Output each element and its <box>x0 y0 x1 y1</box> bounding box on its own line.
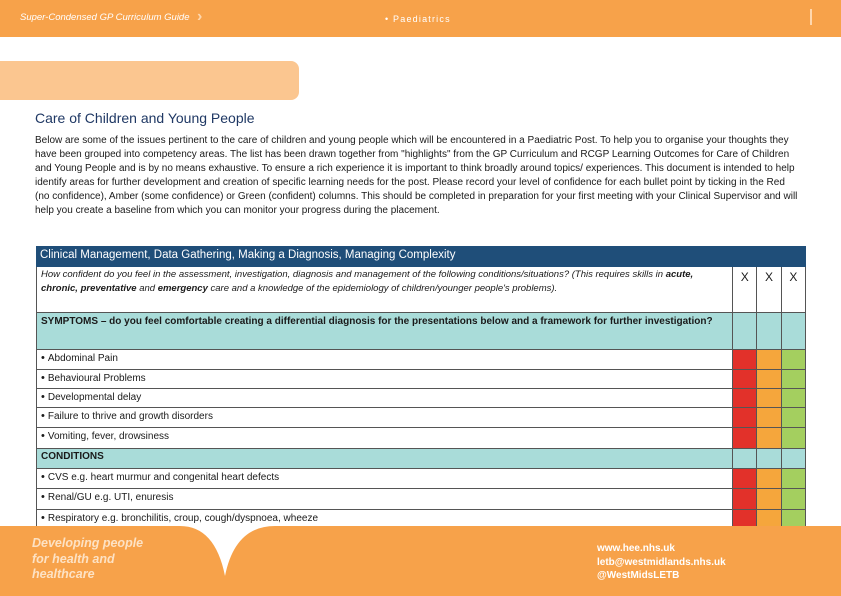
red-checkbox[interactable] <box>733 389 757 408</box>
red-checkbox[interactable] <box>733 489 757 510</box>
chevron-right-icon: › <box>197 8 203 25</box>
amber-checkbox[interactable] <box>757 350 781 370</box>
heading-cell <box>782 449 806 469</box>
heading-cell <box>757 313 781 350</box>
heading-cell <box>782 313 806 350</box>
table-row <box>36 350 806 370</box>
tab-strip <box>0 61 299 100</box>
intro-paragraph: Below are some of the issues pertinent to the care of children and young people which will be encountered in a Paediatric Post. To help you to organise your thoughts they have been grouped into competency areas. The list has been drawn together from "highlights" from the GP Curriculum and RCGP Learning Outcomes for Care of Children and Young People and is by no means exhaustive. To ensure a rich experience it is important to think broadly around topics/ experiences. This document is intended to help identify areas for further development and creation of specific learning needs for the post. Please record your level of confidence for each bullet point by ticking in the Red (no confidence), Amber (some confidence) or Green (confident) columns. This should be completed in preparation for your first meeting with your Clinical Supervisor and will help you create a baseline from which you can monitor your progress during the placement. <box>35 135 798 216</box>
amber-checkbox[interactable] <box>757 489 781 510</box>
table-intro-row <box>36 267 806 313</box>
confidence-table <box>36 267 806 531</box>
green-checkbox[interactable] <box>782 389 806 408</box>
section-label: • Paediatrics <box>385 14 451 24</box>
table-row <box>36 389 806 408</box>
symptom-item: • Vomiting, fever, drowsiness <box>37 428 733 449</box>
amber-checkbox[interactable] <box>757 469 781 489</box>
amber-checkbox[interactable] <box>757 428 781 449</box>
amber-checkbox[interactable] <box>757 389 781 408</box>
green-checkbox[interactable] <box>782 350 806 370</box>
header-divider <box>810 9 812 25</box>
red-checkbox[interactable] <box>733 408 757 428</box>
symptom-item: • Abdominal Pain <box>37 350 733 370</box>
footer-slogan: Developing people for health and healthcare <box>32 536 144 581</box>
twitter-link[interactable]: @WestMidsLETB <box>597 570 680 581</box>
email-link[interactable]: letb@westmidlands.nhs.uk <box>597 556 726 568</box>
green-column-header: X <box>782 267 806 313</box>
red-checkbox[interactable] <box>733 428 757 449</box>
table-row <box>36 489 806 510</box>
table-row <box>36 370 806 389</box>
red-checkbox[interactable] <box>733 350 757 370</box>
page-title: Care of Children and Young People <box>35 110 255 126</box>
condition-item: • CVS e.g. heart murmur and congenital heart defects <box>37 469 733 489</box>
amber-column-header: X <box>757 267 781 313</box>
heading-cell <box>733 313 757 350</box>
conditions-heading-row <box>36 449 806 469</box>
table-intro-text: How confident do you feel in the assessment, investigation, diagnosis and management of the following conditions/situations? (This requires skills in acute, chronic, preventative and emergency care and a knowledge of the epidemiology of children/younger people's problems). <box>37 267 733 313</box>
condition-item: • Renal/GU e.g. UTI, enuresis <box>37 489 733 510</box>
table-row <box>36 469 806 489</box>
symptom-item: • Behavioural Problems <box>37 370 733 389</box>
symptom-item: • Failure to thrive and growth disorders <box>37 408 733 428</box>
amber-checkbox[interactable] <box>757 370 781 389</box>
website-link[interactable]: www.hee.nhs.uk <box>597 543 675 554</box>
guide-title: Super-Condensed GP Curriculum Guide <box>20 12 190 23</box>
symptoms-heading: SYMPTOMS – do you feel comfortable creating a differential diagnosis for the presentations below and a framework for further investigation? <box>37 313 733 350</box>
footer-contacts <box>597 542 726 583</box>
red-checkbox[interactable] <box>733 370 757 389</box>
red-column-header: X <box>733 267 757 313</box>
table-row <box>36 408 806 428</box>
symptom-item: • Developmental delay <box>37 389 733 408</box>
green-checkbox[interactable] <box>782 489 806 510</box>
condition-item: • Respiratory e.g. bronchilitis, croup, cough/dyspnoea, wheeze <box>37 510 733 531</box>
symptoms-heading-row <box>36 313 806 350</box>
green-checkbox[interactable] <box>782 469 806 489</box>
red-checkbox[interactable] <box>733 469 757 489</box>
green-checkbox[interactable] <box>782 370 806 389</box>
green-checkbox[interactable] <box>782 408 806 428</box>
green-checkbox[interactable] <box>782 428 806 449</box>
section-header: Clinical Management, Data Gathering, Making a Diagnosis, Managing Complexity <box>36 246 806 267</box>
heading-cell <box>757 449 781 469</box>
heading-cell <box>733 449 757 469</box>
table-row <box>36 428 806 449</box>
conditions-heading: CONDITIONS <box>37 449 733 469</box>
amber-checkbox[interactable] <box>757 408 781 428</box>
